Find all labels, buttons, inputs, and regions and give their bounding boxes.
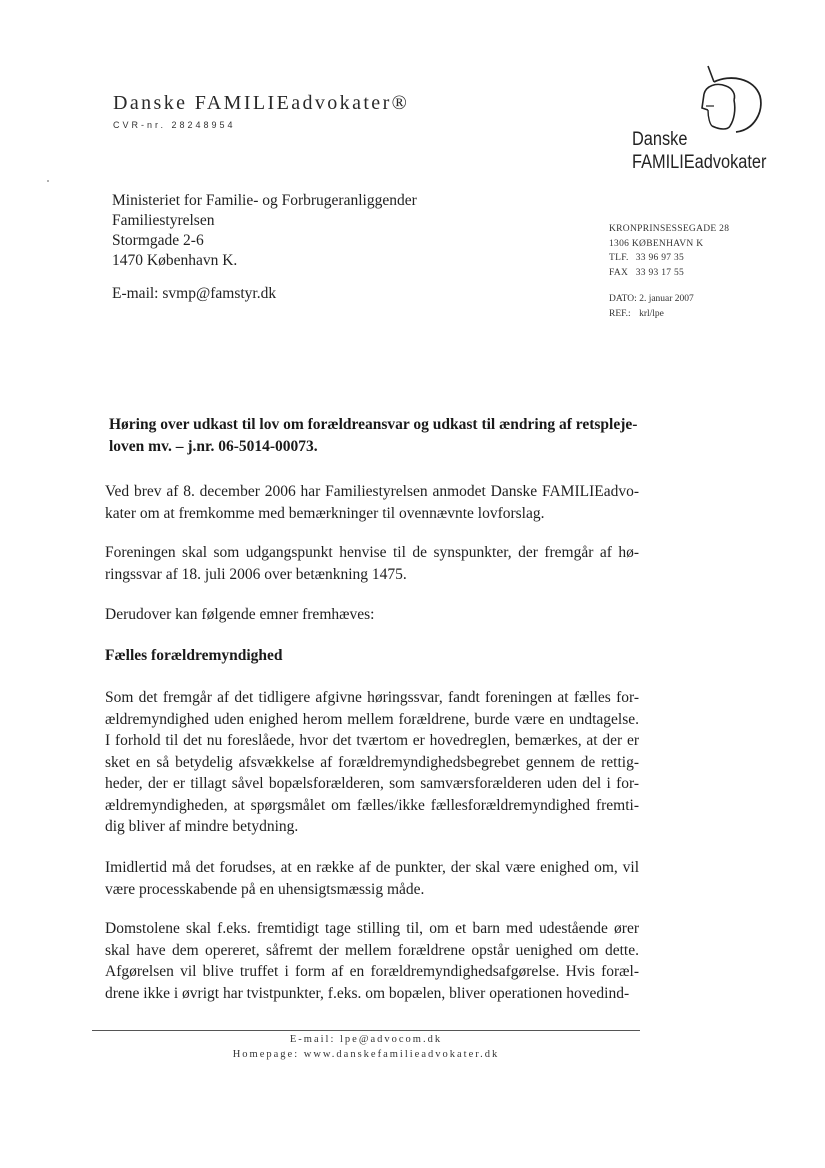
- footer-divider: [92, 1030, 640, 1031]
- date-label: DATO:: [609, 294, 637, 304]
- letter-heading: Høring over udkast til lov om forældreansvar og udkast til ændring af retspleje-loven mv. – j.nr. 06-5014-00073.: [109, 416, 638, 455]
- sender-city: 1306 KØBENHAVN K: [609, 238, 704, 249]
- logo-line-2: FAMILIEadvokater: [632, 152, 767, 173]
- recipient-line-3: Stormgade 2-6: [112, 232, 204, 249]
- ref-label: REF.:: [609, 309, 631, 319]
- paragraph-5: Imidlertid må det forudses, at en række af de punkter, der skal være enighed om, vil være processkabende på en uhensigtsmæssig måde.: [105, 859, 639, 898]
- phone-value: 33 96 97 35: [635, 253, 685, 263]
- section-heading: Fælles forældremyndighed: [105, 647, 283, 664]
- fax-value: 33 93 17 55: [635, 267, 685, 278]
- fax-label: FAX: [609, 267, 629, 278]
- recipient-line-2: Familiestyrelsen: [112, 212, 215, 229]
- cvr-number: CVR-nr. 28248954: [113, 120, 236, 130]
- phone-label: TLF.: [609, 253, 629, 263]
- sender-address: [609, 222, 729, 280]
- date-value: 2. januar 2007: [639, 294, 694, 304]
- sender-phone: [609, 251, 729, 266]
- sender-street: KRONPRINSESSEGADE 28: [609, 224, 730, 234]
- ref-value: krl/lpe: [639, 309, 664, 319]
- paragraph-1: Ved brev af 8. december 2006 har Familiestyrelsen anmodet Danske FAMILIEadvo-kater om at fremkomme med bemærkninger til ovennævnte lovforslag.: [105, 483, 639, 522]
- ref-row: [609, 307, 694, 322]
- firm-name: Danske FAMILIEadvokater®: [113, 92, 410, 114]
- recipient-email: E-mail: svmp@famstyr.dk: [112, 285, 277, 302]
- recipient-line-4: 1470 København K.: [112, 252, 238, 269]
- paragraph-4: Som det fremgår af det tidligere afgivne høringssvar, fandt foreningen at fælles for-ældremyndighed uden enighed herom mellem forældrene, burde være en undtagelse. I forhold til det nu foreslåede, hvor det tværtom er hovedreglen, bemærkes, at der er sket en så betydelig afsvækkelse af forældremyndighedsbegrebet gennem de rettig-heder, der er tillagt såvel bopælsforælderen, som samværsforælderen uden del i for-ældremyndigheden, at spørgsmålet om fælles/ikke fællesforældremyndighed fremti-dig bliver af mindre betydning.: [105, 689, 639, 835]
- date-row: [609, 292, 694, 307]
- footer-email: E-mail: lpe@advocom.dk: [289, 1034, 443, 1045]
- logo-wordmark: [632, 128, 766, 174]
- paragraph-2: Foreningen skal som udgangspunkt henvise til de synspunkter, der fremgår af hø-ringssvar af 18. juli 2006 over betænkning 1475.: [105, 544, 639, 583]
- footer-homepage: Homepage: www.danskefamilieadvokater.dk: [232, 1049, 500, 1060]
- recipient-address: [112, 191, 417, 271]
- letter-meta: [609, 292, 694, 322]
- sender-fax: [609, 266, 729, 281]
- paragraph-6: Domstolene skal f.eks. fremtidigt tage stilling til, om et barn med udestående ører skal have dem opereret, såfremt der mellem forældrene opstår uenighed om dette. Afgørelsen vil blive truffet i form af en forældremyndighedsafgørelse. Hvis foræl-drene ikke i øvrigt har tvistpunkter, f.eks. om bopælen, bliver operationen hovedind-: [105, 920, 639, 1002]
- logo-line-1: Danske: [632, 129, 688, 150]
- helmet-logo-icon: [690, 60, 766, 136]
- recipient-line-1: Ministeriet for Familie- og Forbrugeranliggender: [112, 192, 417, 209]
- scan-speck: [47, 180, 49, 182]
- paragraph-3: Derudover kan følgende emner fremhæves:: [105, 606, 375, 623]
